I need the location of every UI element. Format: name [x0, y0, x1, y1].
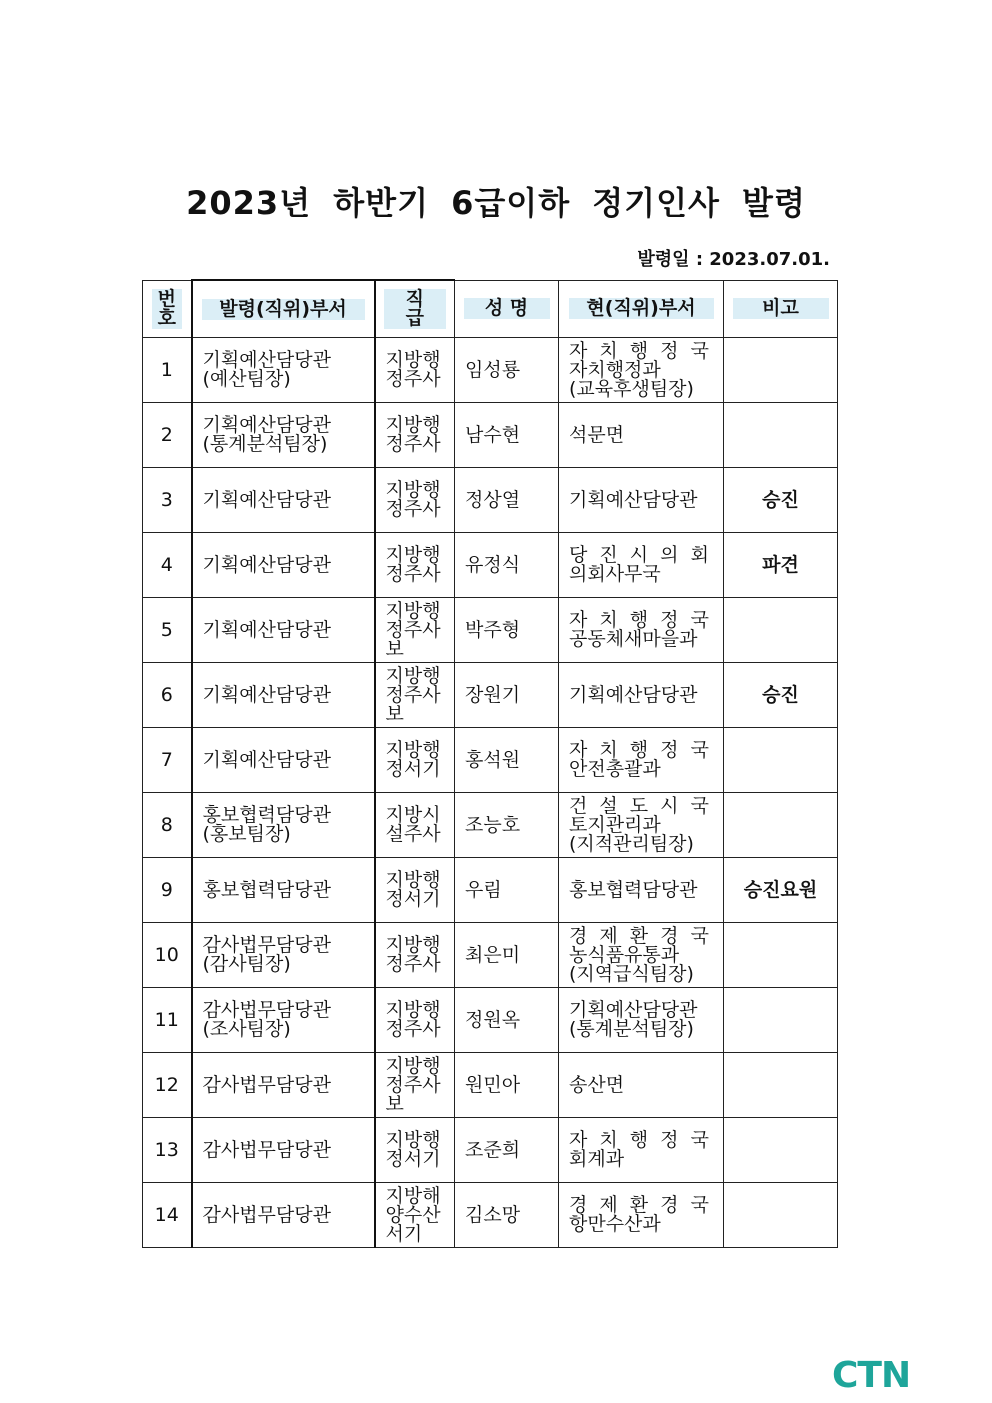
- employee-name: 임성룡: [455, 338, 559, 403]
- assigned-department: 기획예산담당관: [192, 598, 375, 663]
- current-department: 자 치 행 정 국 회계과: [559, 1118, 724, 1183]
- job-grade: 지방해 양수산 서기: [375, 1183, 455, 1248]
- table-body: [143, 338, 838, 1248]
- remark: 승진요원: [724, 858, 838, 923]
- ctn-logo: CTN: [832, 1355, 911, 1396]
- assigned-department: 기획예산담당관: [192, 663, 375, 728]
- table-row: [143, 1053, 838, 1118]
- row-number: 4: [143, 533, 192, 598]
- table-row: [143, 598, 838, 663]
- row-number: 10: [143, 923, 192, 988]
- employee-name: 김소망: [455, 1183, 559, 1248]
- header-note: 비고: [724, 280, 838, 338]
- row-number: 11: [143, 988, 192, 1053]
- table-row: [143, 858, 838, 923]
- employee-name: 박주형: [455, 598, 559, 663]
- employee-name: 조준희: [455, 1118, 559, 1183]
- assigned-department: 감사법무담당관 (감사팀장): [192, 923, 375, 988]
- assigned-department: 기획예산담당관 (통계분석팀장): [192, 403, 375, 468]
- job-grade: 지방행 정주사 보: [375, 663, 455, 728]
- header-no: 번 호: [143, 280, 192, 338]
- assigned-department: 감사법무담당관: [192, 1183, 375, 1248]
- row-number: 9: [143, 858, 192, 923]
- header-dept: 발령(직위)부서: [192, 280, 375, 338]
- assigned-department: 기획예산담당관: [192, 533, 375, 598]
- remark: [724, 1183, 838, 1248]
- employee-name: 원민아: [455, 1053, 559, 1118]
- row-number: 1: [143, 338, 192, 403]
- header-prev: 현(직위)부서: [559, 280, 724, 338]
- row-number: 5: [143, 598, 192, 663]
- remark: 승진: [724, 663, 838, 728]
- assigned-department: 감사법무담당관: [192, 1118, 375, 1183]
- table-row: [143, 403, 838, 468]
- employee-name: 정원옥: [455, 988, 559, 1053]
- current-department: 자 치 행 정 국 자치행정과 (교육후생팀장): [559, 338, 724, 403]
- table-row: [143, 728, 838, 793]
- job-grade: 지방행 정주사: [375, 338, 455, 403]
- current-department: 송산면: [559, 1053, 724, 1118]
- employee-name: 장원기: [455, 663, 559, 728]
- job-grade: 지방시 설주사: [375, 793, 455, 858]
- current-department: 경 제 환 경 국 항만수산과: [559, 1183, 724, 1248]
- table-row: [143, 793, 838, 858]
- table-row: [143, 923, 838, 988]
- header-row: [143, 280, 838, 338]
- row-number: 3: [143, 468, 192, 533]
- current-department: 자 치 행 정 국 공동체새마을과: [559, 598, 724, 663]
- job-grade: 지방행 정주사: [375, 403, 455, 468]
- table-row: [143, 1183, 838, 1248]
- row-number: 2: [143, 403, 192, 468]
- remark: [724, 1053, 838, 1118]
- remark: [724, 728, 838, 793]
- remark: [724, 793, 838, 858]
- job-grade: 지방행 정서기: [375, 728, 455, 793]
- current-department: 자 치 행 정 국 안전총괄과: [559, 728, 724, 793]
- assigned-department: 감사법무담당관 (조사팀장): [192, 988, 375, 1053]
- employee-name: 홍석원: [455, 728, 559, 793]
- remark: 파견: [724, 533, 838, 598]
- current-department: 기획예산담당관: [559, 663, 724, 728]
- table-row: [143, 988, 838, 1053]
- current-department: 기획예산담당관: [559, 468, 724, 533]
- row-number: 13: [143, 1118, 192, 1183]
- remark: [724, 988, 838, 1053]
- current-department: 홍보협력담당관: [559, 858, 724, 923]
- job-grade: 지방행 정주사 보: [375, 1053, 455, 1118]
- row-number: 7: [143, 728, 192, 793]
- current-department: 건 설 도 시 국 토지관리과 (지적관리팀장): [559, 793, 724, 858]
- header-name: 성 명: [455, 280, 559, 338]
- employee-name: 최은미: [455, 923, 559, 988]
- assigned-department: 홍보협력담당관 (홍보팀장): [192, 793, 375, 858]
- row-number: 12: [143, 1053, 192, 1118]
- employee-name: 정상열: [455, 468, 559, 533]
- row-number: 8: [143, 793, 192, 858]
- job-grade: 지방행 정주사 보: [375, 598, 455, 663]
- current-department: 기획예산담당관 (통계분석팀장): [559, 988, 724, 1053]
- job-grade: 지방행 정주사: [375, 468, 455, 533]
- table-row: [143, 1118, 838, 1183]
- table-row: [143, 338, 838, 403]
- remark: [724, 403, 838, 468]
- assigned-department: 기획예산담당관: [192, 468, 375, 533]
- remark: [724, 338, 838, 403]
- assigned-department: 기획예산담당관 (예산팀장): [192, 338, 375, 403]
- current-department: 석문면: [559, 403, 724, 468]
- job-grade: 지방행 정주사: [375, 923, 455, 988]
- issue-date: 발령일 : 2023.07.01.: [637, 249, 830, 270]
- employee-name: 우림: [455, 858, 559, 923]
- remark: [724, 1118, 838, 1183]
- header-grade: 직 급: [375, 280, 455, 338]
- table-row: [143, 533, 838, 598]
- assigned-department: 감사법무담당관: [192, 1053, 375, 1118]
- current-department: 당 진 시 의 회 의회사무국: [559, 533, 724, 598]
- current-department: 경 제 환 경 국 농식품유통과 (지역급식팀장): [559, 923, 724, 988]
- assigned-department: 홍보협력담당관: [192, 858, 375, 923]
- remark: [724, 598, 838, 663]
- job-grade: 지방행 정서기: [375, 858, 455, 923]
- remark: [724, 923, 838, 988]
- table-row: [143, 468, 838, 533]
- table-row: [143, 663, 838, 728]
- row-number: 6: [143, 663, 192, 728]
- document-title: 2023년 하반기 6급이하 정기인사 발령: [186, 184, 806, 222]
- job-grade: 지방행 정주사: [375, 533, 455, 598]
- row-number: 14: [143, 1183, 192, 1248]
- employee-name: 조능호: [455, 793, 559, 858]
- job-grade: 지방행 정서기: [375, 1118, 455, 1183]
- assigned-department: 기획예산담당관: [192, 728, 375, 793]
- employee-name: 유정식: [455, 533, 559, 598]
- remark: 승진: [724, 468, 838, 533]
- job-grade: 지방행 정주사: [375, 988, 455, 1053]
- employee-name: 남수현: [455, 403, 559, 468]
- personnel-table: [142, 279, 838, 1248]
